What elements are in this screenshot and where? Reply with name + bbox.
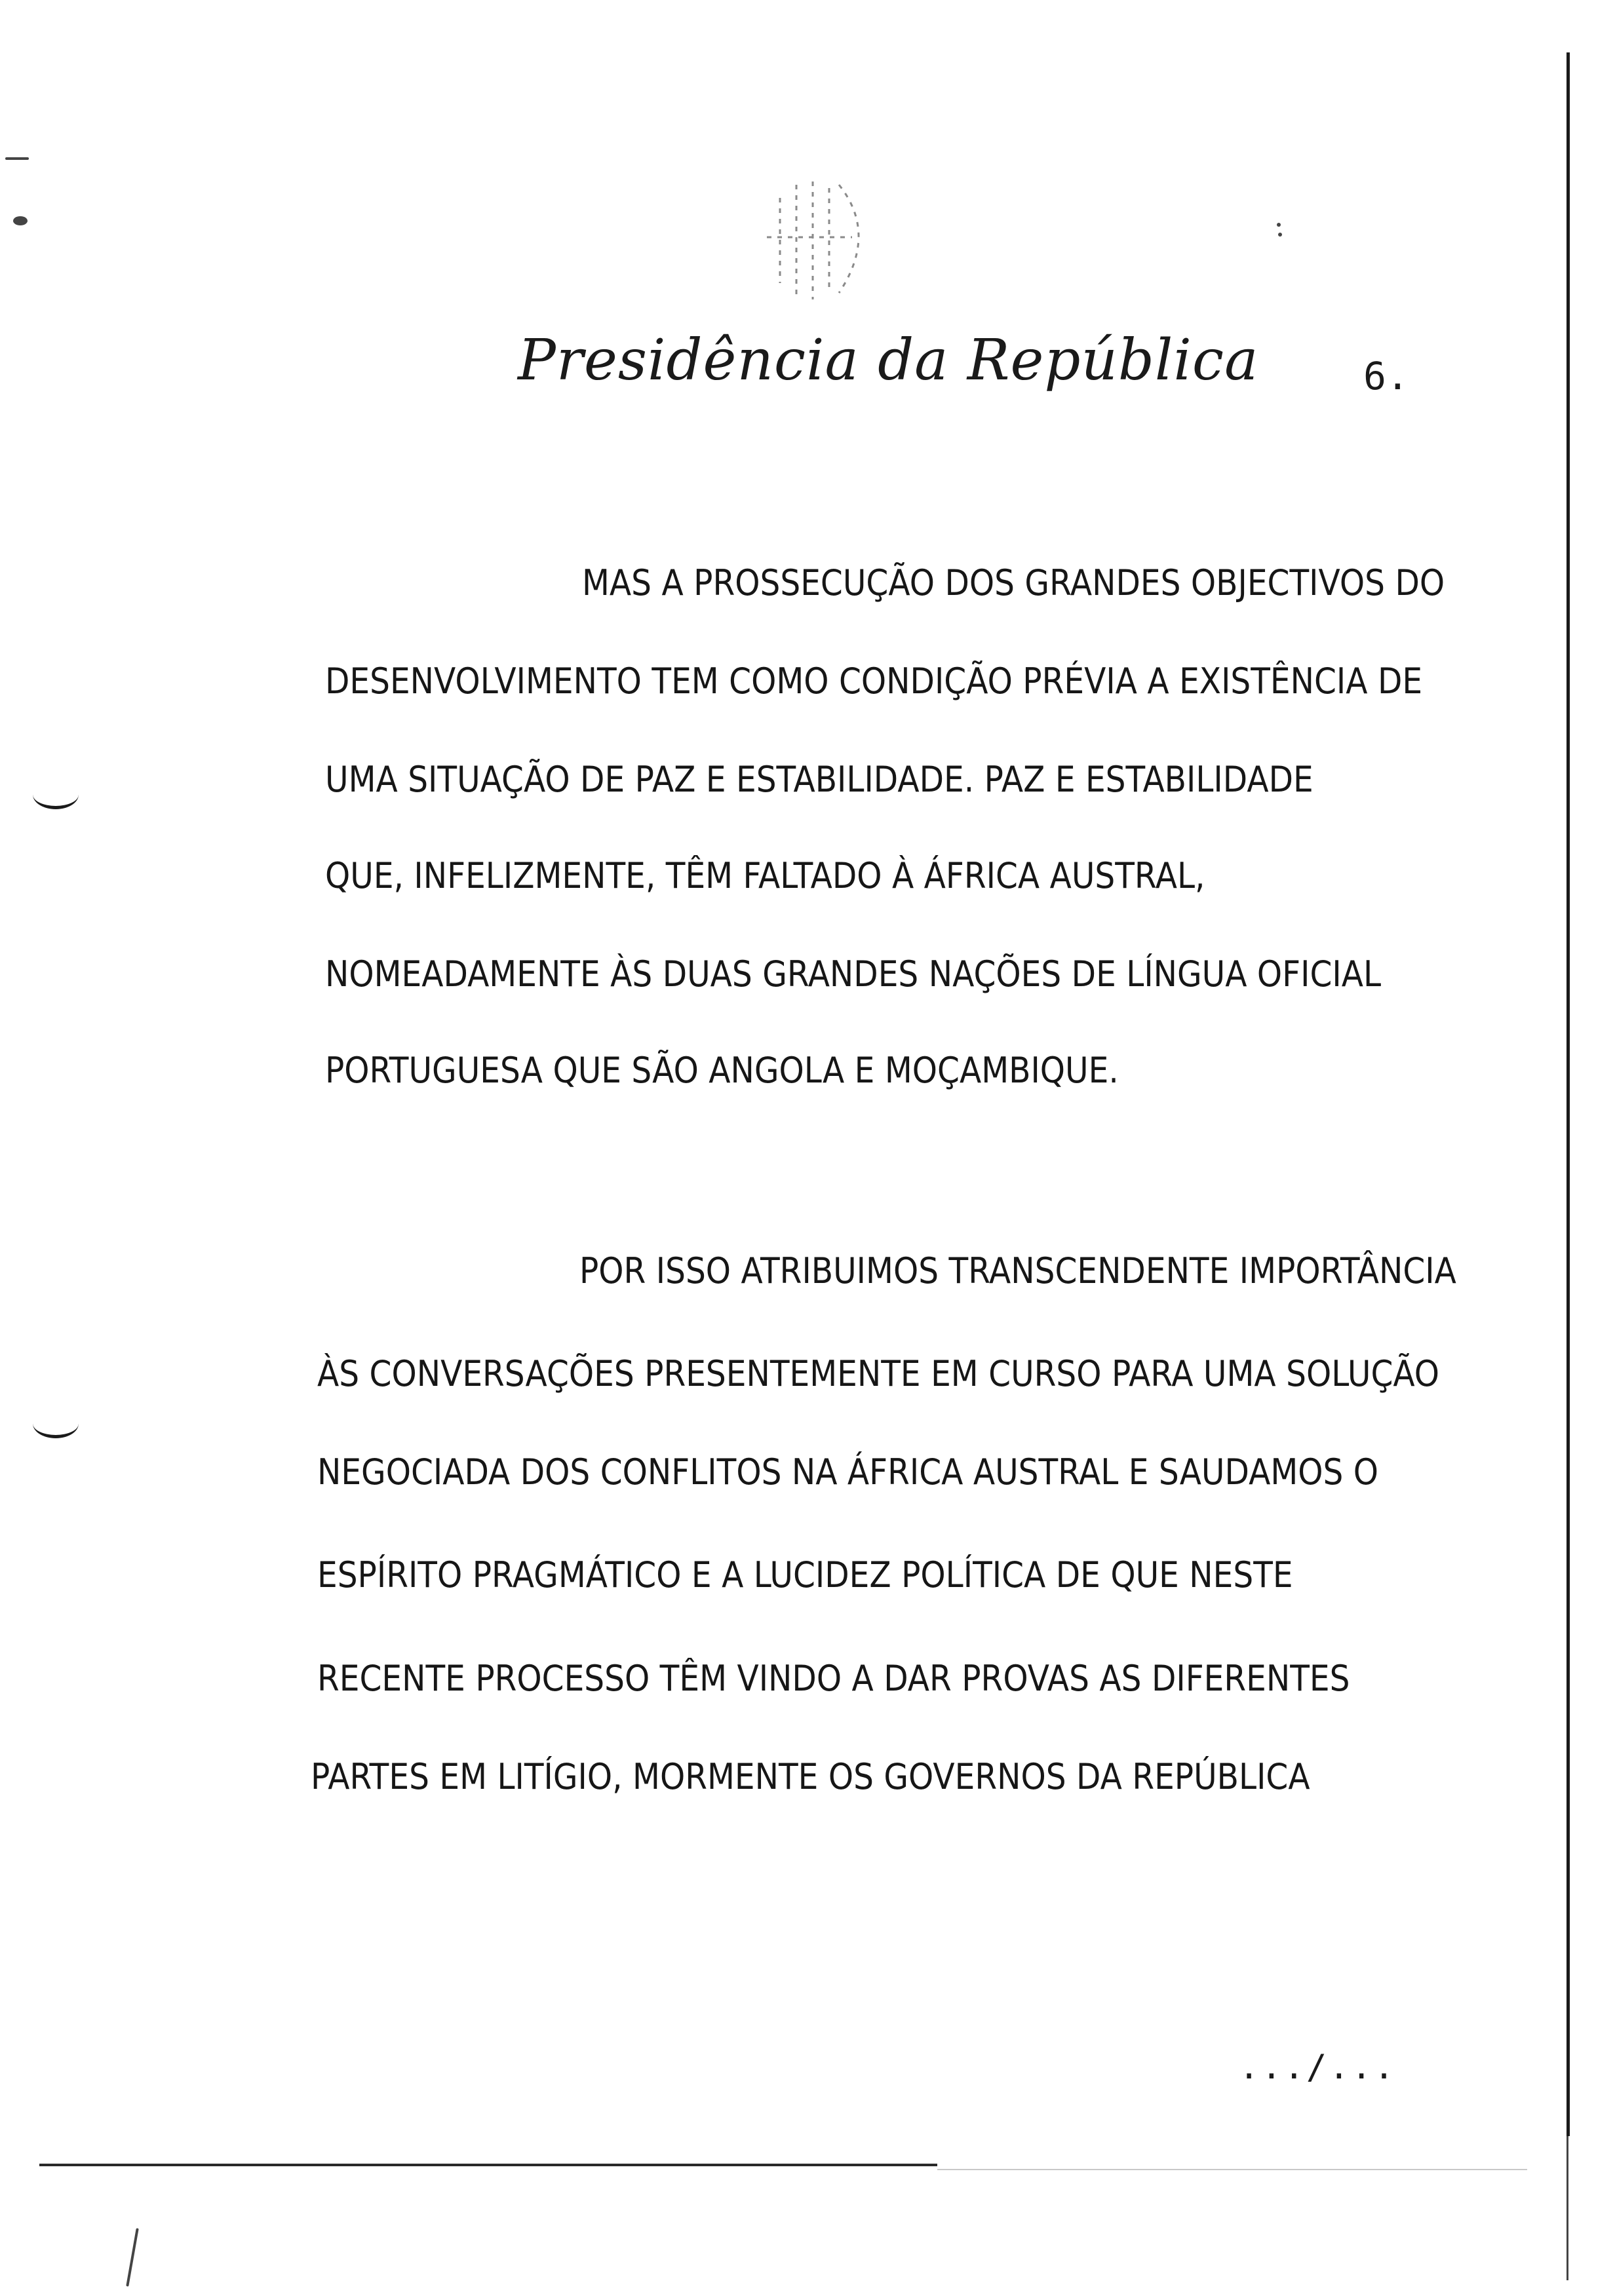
body-text-line: POR ISSO ATRIBUIMOS TRANSCENDENTE IMPORTÂNCIA (579, 1250, 1456, 1292)
body-text-line: UMA SITUAÇÃO DE PAZ E ESTABILIDADE. PAZ E ESTABILIDADE (325, 759, 1313, 800)
scan-edge-right (1566, 52, 1570, 2136)
punch-hole-mark-upper (33, 780, 79, 809)
body-text-line: NOMEADAMENTE ÀS DUAS GRANDES NAÇÕES DE LÍNGUA OFICIAL (325, 953, 1382, 995)
body-text-line: PARTES EM LITÍGIO, MORMENTE OS GOVERNOS DA REPÚBLICA (311, 1756, 1310, 1797)
body-text-line: QUE, INFELIZMENTE, TÊM FALTADO À ÁFRICA AUSTRAL, (325, 855, 1205, 896)
punch-hole-mark-lower (33, 1409, 79, 1438)
body-text-line: MAS A PROSSECUÇÃO DOS GRANDES OBJECTIVOS DO (582, 562, 1445, 603)
scan-speck (13, 216, 28, 225)
body-text-line: RECENTE PROCESSO TÊM VINDO A DAR PROVAS AS DIFERENTES (317, 1658, 1350, 1699)
body-text-line: ÀS CONVERSAÇÕES PRESENTEMENTE EM CURSO PARA UMA SOLUÇÃO (317, 1353, 1440, 1394)
body-text-line: PORTUGUESA QUE SÃO ANGOLA E MOÇAMBIQUE. (325, 1050, 1119, 1091)
republic-emblem-icon (741, 172, 878, 309)
continuation-mark: .../... (1239, 2048, 1397, 2087)
body-text-line: ESPÍRITO PRAGMÁTICO E A LUCIDEZ POLÍTICA DE QUE NESTE (317, 1554, 1293, 1596)
scan-edge-right-lower (1566, 2136, 1568, 2280)
scan-speck (126, 2228, 139, 2286)
scan-speck (1278, 233, 1282, 237)
body-text-line: NEGOCIADA DOS CONFLITOS NA ÁFRICA AUSTRAL E SAUDAMOS O (317, 1451, 1379, 1493)
body-text-line: DESENVOLVIMENTO TEM COMO CONDIÇÃO PRÉVIA A EXISTÊNCIA DE (325, 660, 1423, 702)
scan-speck (1277, 223, 1281, 227)
page-number: 6. (1363, 354, 1409, 398)
letterhead-title: Presidência da República (518, 328, 1259, 393)
scan-bottom-rule-faint (937, 2169, 1527, 2170)
scan-speck (5, 157, 29, 160)
scan-bottom-rule (39, 2164, 937, 2166)
